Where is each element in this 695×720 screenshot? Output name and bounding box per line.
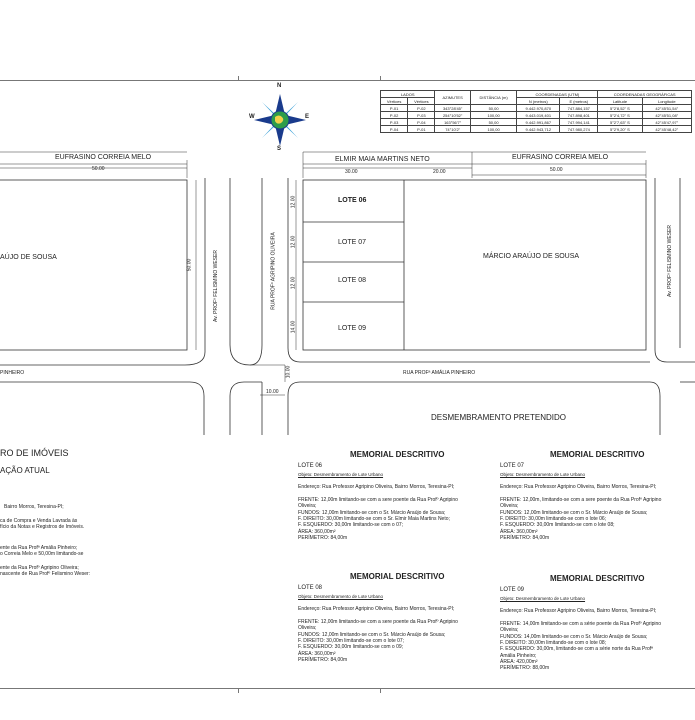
latitude: 5°2'4,72" S	[598, 112, 642, 119]
header-n-metros: N (metros)	[517, 98, 560, 105]
coord-e: 747.994,141	[560, 119, 598, 126]
distancia: 50,00	[470, 105, 517, 112]
left-title-2: AÇÃO ATUAL	[0, 466, 50, 475]
label-dim-30: 30.00	[345, 169, 358, 175]
label-dim-50: 50.00	[550, 167, 563, 173]
header-azimutes: AZIMUTES	[435, 91, 470, 105]
header-vertices: Vértices	[381, 98, 408, 105]
memorial-line: ÁREA: 360,00m²	[298, 650, 336, 657]
header-distancia: DISTÂNCIA (m)	[470, 91, 517, 105]
memorial-line: F. ESQUERDO: 30,00m limitando-se com o lote 08;	[500, 522, 615, 529]
longitude: 42°45'47,97"	[642, 119, 691, 126]
label-left-top-owner: EUFRASINO CORREIA MELO	[55, 154, 152, 161]
vertex-to: P-01	[408, 126, 435, 133]
memorial-objeto: Objeto: Desmembramento de Lote Urbano	[298, 472, 384, 477]
coord-e: 747.898,401	[560, 112, 598, 119]
coord-e: 747.884,157	[560, 105, 598, 112]
left-line: ente da Rua Profº Agripino Oliveira;	[0, 565, 79, 571]
label-street-felismino-right: Av. PROFº FELISMINO WESER	[666, 225, 673, 297]
memorial-lote: LOTE 07	[500, 463, 525, 469]
latitude: 5°2'9,20" S	[598, 126, 642, 133]
header-latitude: Latitude	[598, 98, 642, 105]
memorial-line: PERÍMETRO: 84,00m	[298, 656, 348, 663]
label-desmembramento: DESMEMBRAMENTO PRETENDIDO	[431, 413, 566, 422]
memorial-line: F. DIREITO: 30,00m limitando-se com o lote 06;	[500, 515, 607, 522]
memorial-line: F. ESQUERDO: 30,00m, limitando-se com a série norte da Rua Profª	[500, 646, 654, 653]
label-street-felismino-left: Av. PROFº FELISMINO WESER	[212, 250, 219, 322]
label-lot-dim: 14.00	[290, 320, 297, 334]
frame-tick	[238, 688, 239, 693]
memorial-line: PERÍMETRO: 88,00m	[500, 665, 550, 672]
memorial-line: FRENTE: 12,00m limitando-se com a sere poente da Rua Profº Agripino	[298, 497, 458, 503]
left-title-1: RO DE IMÓVEIS	[0, 448, 69, 458]
lot-08-label: LOTE 08	[338, 277, 367, 284]
coord-n: 9.443.019,401	[517, 112, 560, 119]
memorial-endereco: Endereço: Rua Professor Agripino Oliveira, Bairro Morros, Teresina-PI;	[500, 484, 657, 490]
distancia: 100,00	[470, 112, 517, 119]
left-line: o Correia Melo e 50,00m limitando-se	[0, 551, 84, 557]
memorial-lote: LOTE 08	[298, 585, 323, 591]
vertex-from: P-03	[381, 119, 408, 126]
memorial-line: Oliveira;	[500, 503, 519, 510]
label-lot-dim: 12.00	[290, 195, 297, 209]
memorial-title: MEMORIAL DESCRITIVO	[350, 450, 445, 459]
memorial-line: F. DIREITO: 30,00m limitando-se com o Sr. Elmir Maia Martins Neto;	[298, 515, 450, 522]
memorial-endereco: Endereço: Rua Professor Agripino Oliveira, Bairro Morros, Teresina-PI;	[298, 606, 455, 612]
azimute: 254°10'52"	[435, 112, 470, 119]
drawing-frame-bottom	[0, 688, 695, 689]
azimute: 74°10'2"	[435, 126, 470, 133]
memorial-line: ÁREA: 360,00m²	[500, 528, 538, 535]
memorial-line: F. DIREITO: 30,00m limitando-se com o lote 07;	[298, 637, 405, 644]
label-right-owner: MÁRCIO ARAÚJO DE SOUSA	[483, 253, 580, 260]
label-street-agripino: RUA PROFº AGRIPINO OLIVEIRA	[270, 232, 277, 310]
vertex-to: P-03	[408, 112, 435, 119]
vertex-to: P-02	[408, 105, 435, 112]
memorial-line: FUNDOS: 14,00m limitando-se com o Sr. Márcio Araújo de Sousa;	[500, 633, 648, 640]
memorial-line: Oliveira;	[298, 625, 317, 632]
header-vertices: Vértices	[408, 98, 435, 105]
latitude: 5°2'8,52" S	[598, 105, 642, 112]
memorial-line: ÁREA: 360,00m²	[298, 528, 336, 535]
compass-east: E	[305, 114, 310, 120]
memorial-lote: LOTE 09	[500, 587, 525, 593]
vertex-from: P-02	[381, 112, 408, 119]
label-left-owner: AÚJO DE SOUSA	[0, 254, 57, 261]
label-left-side-dim: 50.00	[186, 258, 193, 272]
memorial-endereco: Endereço: Rua Professor Agripino Oliveira, Bairro Morros, Teresina-PI;	[298, 484, 455, 490]
azimute: 343°28'45"	[435, 105, 470, 112]
memorial-objeto: Objeto: Desmembramento de Lote Urbano	[500, 472, 586, 477]
memorial-line: FRENTE: 12,00m limitando-se com a sere poente da Rua Profº Agripino	[298, 619, 458, 625]
lot-07-label: LOTE 07	[338, 239, 367, 246]
memorial-line: F. DIREITO: 30,00m limitando-se com o lote 08;	[500, 639, 607, 646]
header-lados: LADOS	[381, 91, 435, 98]
frame-tick	[380, 688, 381, 693]
label-top-owner-1: ELMIR MAIA MARTINS NETO	[335, 156, 430, 163]
memorial-title: MEMORIAL DESCRITIVO	[550, 574, 645, 583]
memorial-line: PERÍMETRO: 84,00m	[298, 534, 348, 541]
memorial-line: FRENTE: 12,00m, limitando-se com a sere poente da Rua Profº Agripino	[500, 497, 662, 503]
vertex-from: P-01	[381, 105, 408, 112]
longitude: 42°45'48,42"	[642, 126, 691, 133]
memorial-line: PERÍMETRO: 84,00m	[500, 534, 550, 541]
header-longitude: Longitude	[642, 98, 691, 105]
left-line: ente da Rua Profª Amália Pinheiro;	[0, 545, 78, 551]
lot-06-label: LOTE 06	[338, 197, 367, 204]
memorial-title: MEMORIAL DESCRITIVO	[350, 572, 445, 581]
left-line: nascente de Rua Profº Felismino Weser:	[0, 571, 91, 577]
left-line: Bairro Morros, Teresina-PI;	[4, 504, 64, 510]
memorial-lote: LOTE 06	[298, 463, 323, 469]
distancia: 50,00	[470, 119, 517, 126]
lot-09-label: LOTE 09	[338, 325, 367, 332]
coord-n: 9.442.970,870	[517, 105, 560, 112]
longitude: 42°45'51,08"	[642, 112, 691, 119]
memorial-line: FUNDOS: 12,00m limitando-se com o Sr. Márcio Araújo de Sousa;	[298, 509, 446, 516]
compass-west: W	[249, 114, 255, 120]
coord-n: 9.442.943,712	[517, 126, 560, 133]
latitude: 5°2'7,63" S	[598, 119, 642, 126]
memorial-line: Amália Pinheiro;	[500, 652, 537, 659]
coord-e: 747.980,274	[560, 126, 598, 133]
memorial-title: MEMORIAL DESCRITIVO	[550, 450, 645, 459]
vertex-to: P-04	[408, 119, 435, 126]
header-utm: COORDENADAS (UTM)	[517, 91, 598, 98]
compass-south: S	[277, 146, 282, 152]
memorial-endereco: Endereço: Rua Professor Agripino Oliveira, Bairro Morros, Teresina-PI;	[500, 608, 657, 614]
memorial-line: F. ESQUERDO: 30,00m limitando-se com o 07;	[298, 522, 404, 529]
header-geograficas: COORDENADAS GEOGRÁFICAS	[598, 91, 692, 98]
memorial-line: Oliveira;	[298, 503, 317, 510]
azimute: 163°56'7"	[435, 119, 470, 126]
memorial-line: FRENTE: 14,00m limitando-se com a série poente da Rua Profº Agripino	[500, 621, 662, 627]
label-street-amalia-left: PINHEIRO	[0, 370, 25, 376]
label-lot-dim: 12.00	[290, 276, 297, 290]
label-street-amalia: RUA PROFª AMÁLIA PINHEIRO	[403, 370, 476, 376]
label-dim-10-v: 10.00	[285, 365, 292, 379]
memorial-line: F. ESQUERDO: 30,00m limitando-se com o 09;	[298, 644, 404, 651]
coord-n: 9.442.991,867	[517, 119, 560, 126]
memorial-objeto: Objeto: Desmembramento de Lote Urbano	[298, 594, 384, 599]
label-dim-20: 20.00	[433, 169, 446, 175]
label-dim-10-h: 10.00	[266, 389, 279, 395]
vertex-from: P-04	[381, 126, 408, 133]
label-lot-dim: 12.00	[290, 235, 297, 249]
left-line: fício da Notas e Registros de Imóveis.	[0, 524, 85, 530]
memorial-line: ÁREA: 420,00m²	[500, 658, 538, 665]
memorial-line: FUNDOS: 12,00m limitando-se com o Sr. Márcio Araújo de Sousa;	[298, 631, 446, 638]
left-line: ca de Compra e Venda Lavrada às	[0, 518, 78, 524]
memorial-line: Oliveira;	[500, 627, 519, 634]
longitude: 42°45'51,54"	[642, 105, 691, 112]
label-left-top-dim: 50.00	[92, 166, 105, 172]
memorial-objeto: Objeto: Desmembramento de Lote Urbano	[500, 596, 586, 601]
label-top-owner-2: EUFRASINO CORREIA MELO	[512, 154, 609, 161]
memorial-line: FUNDOS: 12,00m limitando-se com o Sr. Márcio Araújo de Sousa;	[500, 509, 648, 516]
distancia: 100,00	[470, 126, 517, 133]
compass-north: N	[277, 83, 282, 89]
header-e-metros: E (metros)	[560, 98, 598, 105]
